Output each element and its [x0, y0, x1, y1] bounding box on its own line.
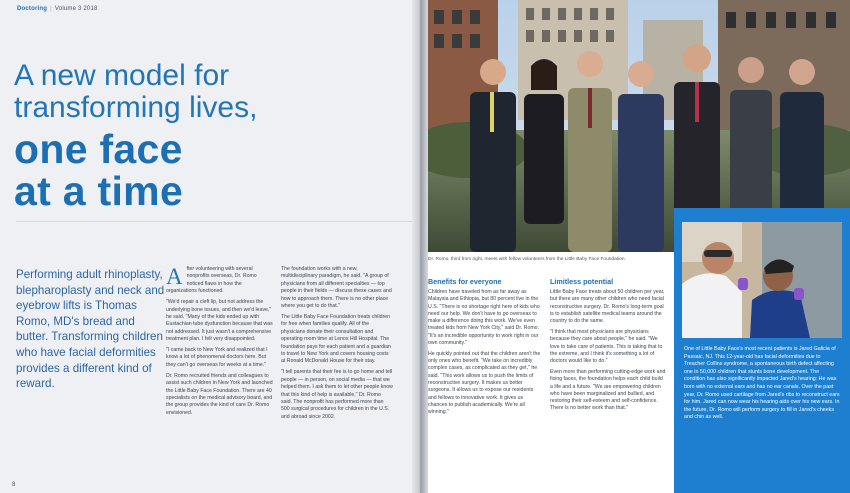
col2-p2: The Little Baby Face Foundation treats children for free when families qualify. All of the physicians donate their consultation and operating room time at Lenox Hill Hospital. The foundation pays for each patient and a guardian to travel to New York and covers housing costs at Ronald McDonald House for their stay.: [281, 313, 391, 365]
col1-p4: Dr. Romo recruited friends and colleagues to assist such children in New York and launched the Little Baby Face Foundation. There are 40 specialists on the medical advisory board, and the group provides the kind of care Dr. Romo envisioned.: [166, 372, 273, 416]
title-line-2: transforming lives,: [14, 91, 258, 124]
divider: [16, 221, 414, 222]
heading-benefits: Benefits for everyone: [428, 277, 502, 286]
col1-p3: "I came back to New York and realized that I know a lot of phenomenal doctors here. But they can't go overseas for weeks at a time.": [166, 347, 268, 368]
article-column-4: [550, 289, 666, 416]
page-number: 8: [12, 482, 16, 488]
limitless-p1: Little Baby Face treats about 50 children per year, but there are many other children who need facial reconstructive surgery. Dr. Romo's long-term goal is to establish satellite medical teams around the country to do the same.: [550, 289, 665, 325]
benefits-p1: Children have traveled from as far away as Malaysia and Ethiopia, but 80 percent live in the U.S. "There is no shortage right here of kids who need our help. We don't have to go overseas to make a difference doing this work. We've even treated kids from New York City," said Dr. Romo. "It's an incredible opportunity to work right in our own community.": [428, 289, 540, 347]
limitless-p2: "I think that most physicians are physicians because they care about people," he said. "We love to take care of patients. This is taking that to the extreme, and I think it's something a lot of doctors would like to do.": [550, 328, 663, 365]
heading-limitless: Limitless potential: [550, 277, 614, 286]
article-column-3: [428, 289, 541, 420]
lead-paragraph: Performing adult rhinoplasty, blepharoplasty and neck and eyebrow lifts is Thomas Romo, MD's bread and butter. Transforming children who have facial deformities provides a different kind of reward.: [16, 268, 165, 391]
issue-label: Volume 3 2018: [54, 6, 98, 12]
title-line-3: one face: [14, 126, 183, 172]
benefits-p2: He quickly pointed out that the children aren't the only ones who benefit. "We take on incredibly complex cases, as complicated as they get," he said. "This work allows us to push the limits of reconstructive surgery. It makes us better surgeons. It allows us to expose our residents and fellows to innovative work. It gives us chances to publish academically. We're all winning.": [428, 350, 541, 416]
limitless-p3: Even more than performing cutting-edge work and fixing faces, the foundation helps each child build a life and a future. "We are empowering children who have been marginalized and bullied, and restoring their self-esteem and self-confidence. There is no better work than that.": [550, 368, 666, 412]
sidebar-panel: [674, 208, 850, 493]
section-name: Doctoring: [17, 6, 48, 12]
col1-p1: fter volunteering with several nonprofits overseas, Dr. Romo noticed flaws in how the organizations functioned.: [166, 266, 257, 295]
running-head: Doctoring | Volume 3 2018: [17, 6, 98, 12]
right-page: [428, 0, 850, 493]
photo-caption: Dr. Romo, third from right, meets with fellow volunteers from the Little Baby Face Foundation.: [428, 257, 626, 262]
article-column-1: [166, 266, 273, 421]
page-gutter: [412, 0, 428, 493]
title-line-4: at a time: [14, 168, 184, 214]
col2-p3: "I tell parents that their fee is to go home and tell people — in person, on social media — that we helped them. I ask them to let other people know that this kind of help is available," Dr. Romo said. The nonprofit has performed more than 500 surgical procedures for children in the U.S. and abroad since 2002.: [281, 369, 393, 420]
col2-p1: The foundation works with a new, multidisciplinary paradigm, he said. "A group of physicians from all different specialties — top people in their fields — discuss these cases and how to approach them. There is no other place where you get to do that.": [281, 266, 392, 310]
sidebar-text: One of Little Baby Face's most recent patients is Jared Galicia of Passaic, NJ. This 12-year-old has facial deformities due to Treacher Collins syndrome, a spontaneous birth defect affecting one in 50,000 children that stunts bone development. The condition has also significantly impacted Jared's hearing: He was born with no external ears and has no ear canals. Over the past year, Dr. Romo used cartilage from Jared's ribs to reconstruct ears for him. Jared can now wear his hearing aids over his new ears. In the future, Dr. Romo will perform surgery to fill in Jared's cheeks and chin as well.: [684, 346, 840, 421]
title-line-1: A new model for: [14, 59, 230, 92]
article-column-2: [281, 266, 393, 425]
patient-photo: [682, 222, 842, 338]
drop-cap: A: [166, 264, 183, 289]
left-page: [0, 0, 418, 493]
col1-p2: "We'd repair a cleft lip, but not address the underlying bone issues, and then we'd leave," he said. "Many of the kids ended up with Eustachian tube dysfunction because that was not addressed. It just wasn't a comprehensive treatment plan. I felt very disappointed.: [166, 299, 273, 343]
